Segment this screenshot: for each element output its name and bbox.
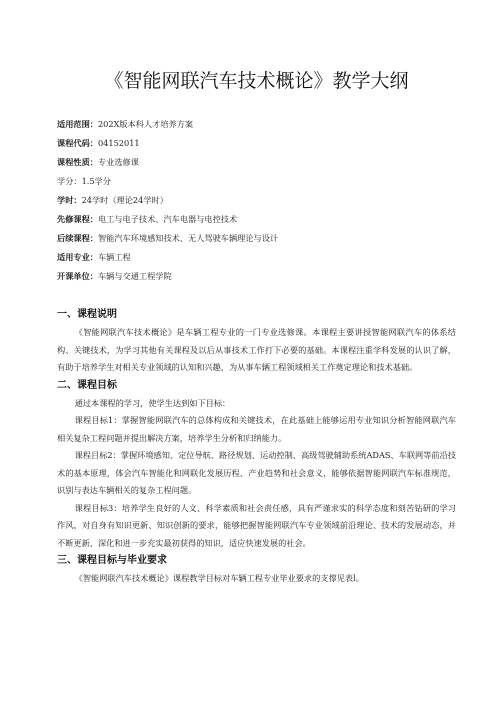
info-key: 课程代码： xyxy=(57,138,98,148)
info-value: 1.5学分 xyxy=(81,176,111,186)
course-info-major xyxy=(57,248,456,267)
course-info-department xyxy=(57,267,456,286)
info-key: 课程性质： xyxy=(57,157,98,167)
info-key: 后续课程： xyxy=(57,233,98,243)
section-course-description xyxy=(57,306,456,377)
section-course-objectives xyxy=(57,377,456,553)
info-value: 电工与电子技术、汽车电器与电控技术 xyxy=(97,214,238,224)
document-title: 《智能网联汽车技术概论》教学大纲 xyxy=(104,70,409,92)
paragraph: 课程目标1：掌握智能网联汽车的总体构成和关键技术，在此基础上能够运用专业知识分析智能网联汽车相关复杂工程问题并提出解决方案，培养学生分析和归纳能力。 xyxy=(57,415,456,443)
paragraph: 通过本课程的学习，使学生达到如下目标： xyxy=(74,397,231,408)
info-value: 车辆与交通工程学院 xyxy=(97,271,172,281)
info-value: 专业选修课 xyxy=(97,157,139,167)
info-key: 开课单位： xyxy=(57,271,98,281)
section-title: 一、课程说明 xyxy=(57,309,117,320)
section-objectives-requirements xyxy=(57,552,456,588)
info-key: 先修课程： xyxy=(57,214,98,224)
course-info-hours xyxy=(57,191,456,210)
course-info-followup xyxy=(57,229,456,248)
info-key: 学分： xyxy=(57,176,82,186)
section-title: 二、课程目标 xyxy=(57,379,117,391)
paragraph: 《智能网联汽车技术概论》是车辆工程专业的一门专业选修课。本课程主要讲授智能网联汽车的体系结构、关键技术，为学习其他有关课程及以后从事技术工作打下必要的基础。本课程注重学科发展的认识了解，有助于培养学生对相关专业领域的认知和兴趣，为从事车辆工程领域相关工作奠定理论和技术基础。 xyxy=(57,327,456,372)
section-title: 三、课程目标与毕业要求 xyxy=(57,555,167,566)
info-key: 适用范围： xyxy=(57,119,98,129)
paragraph: 课程目标2：掌握环境感知、定位导航、路径规划、运动控制、高级驾驶辅助系统ADAS、车联网等前沿技术的基本原理，体会汽车智能化和网联化发展历程、产业趋势和社会意义，能够依据智能网联汽车标准规范，识别与表达车辆相关的复杂工程问题。 xyxy=(57,450,456,495)
paragraph: 课程目标3：培养学生良好的人文、科学素质和社会责任感，具有严谨求实的科学态度和刻苦钻研的学习作风，对自身有知识更新、知识创新的要求，能够把握智能网联汽车专业领域前沿理论、技术的发展动态，并不断更新、深化和进一步充实最初获得的知识，适应快速发展的社会。 xyxy=(57,502,456,548)
info-value: 202X版本科人才培养方案 xyxy=(97,119,194,129)
info-value: 智能汽车环境感知技术、无人驾驶车辆理论与设计 xyxy=(97,233,279,243)
course-info-credits xyxy=(57,172,456,191)
course-info-nature xyxy=(57,153,456,172)
info-value: 04152011 xyxy=(97,138,140,148)
info-key: 学时： xyxy=(57,195,82,205)
course-info-scope xyxy=(57,115,456,134)
course-info-prerequisites xyxy=(57,210,456,229)
course-info-code xyxy=(57,134,456,153)
course-info-list xyxy=(57,115,456,286)
info-value: 24学时（理论24学时） xyxy=(81,195,168,205)
info-key: 适用专业： xyxy=(57,252,98,262)
info-value: 车辆工程 xyxy=(97,252,131,262)
paragraph: 《智能网联汽车技术概论》课程教学目标对车辆工程专业毕业要求的支撑见表l。 xyxy=(74,573,364,583)
